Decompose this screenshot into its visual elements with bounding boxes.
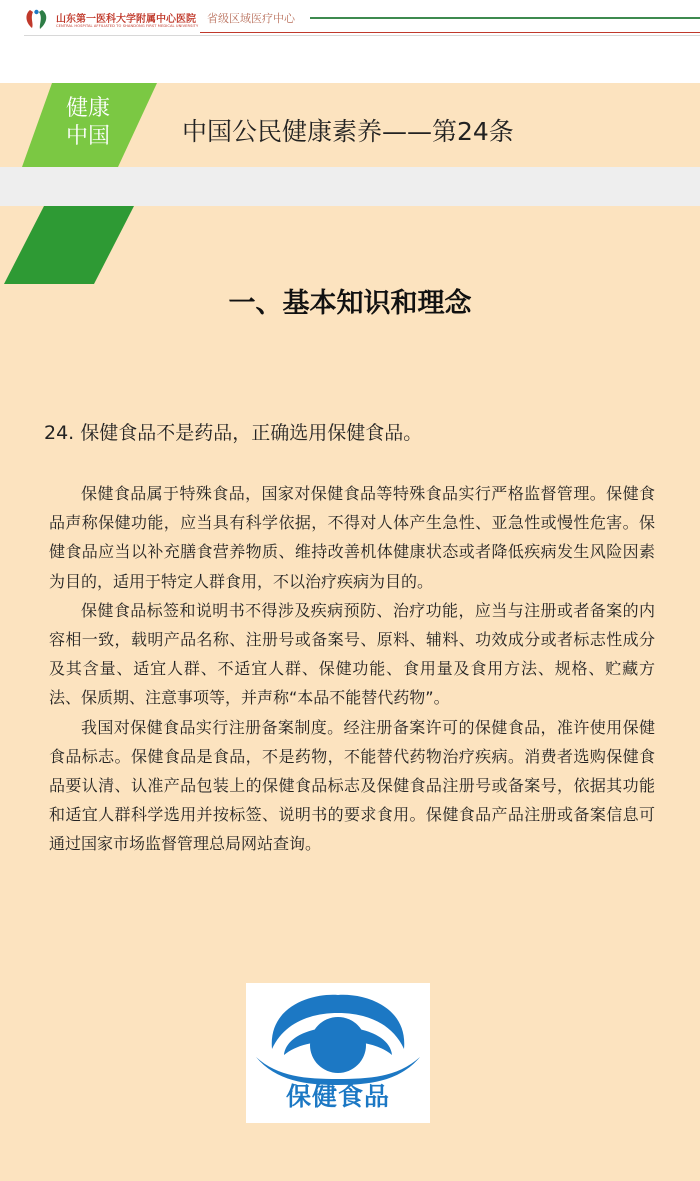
regional-center-label: 省级区域医疗中心	[207, 12, 295, 25]
paragraph: 我国对保健食品实行注册备案制度。经注册备案许可的保健食品，准许使用保健食品标志。保健食品是食品，不是药物，不能替代药物治疗疾病。消费者选购保健食品要认清、认准产品包装上的保健食品标志及保健食品注册号或备案号，依据其功能和适宜人群科学选用并按标签、说明书的要求食用。保健食品产品注册或备案信息可通过国家市场监督管理总局网站查询。	[49, 717, 655, 854]
header-divider-red	[200, 32, 700, 33]
paragraph: 保健食品属于特殊食品，国家对保健食品等特殊食品实行严格监督管理。保健食品声称保健功能，应当具有科学依据，不得对人体产生急性、亚急性或慢性危害。保健食品应当以补充膳食营养物质、维持改善机体健康状态或者降低疾病发生风险因素为目的，适用于特定人群食用，不以治疗疾病为目的。	[49, 484, 655, 591]
health-food-logo	[246, 983, 430, 1123]
tag-line-2: 中国	[65, 124, 110, 149]
header-divider-green	[310, 17, 700, 19]
hospital-name-en: CENTRAL HOSPITAL AFFILIATED TO SHANDONG FIRST MEDICAL UNIVERSITY	[56, 24, 199, 28]
hospital-logo-icon	[24, 8, 50, 32]
healthy-china-tag	[62, 95, 114, 151]
item-title: 24. 保健食品不是药品，正确选用保健食品。	[44, 422, 423, 444]
health-food-label: 保健食品	[285, 1082, 390, 1111]
tag-line-1: 健康	[65, 96, 110, 121]
paragraph: 保健食品标签和说明书不得涉及疾病预防、治疗功能，应当与注册或者备案的内容相一致，载明产品名称、注册号或备案号、原料、辅料、功效成分或者标志性成分及其含量、适宜人群、不适宜人群、保健功能、食用量及食用方法、规格、贮藏方法、保质期、注意事项等，并声称“本品不能替代药物”。	[49, 600, 655, 708]
header-divider-gray	[24, 35, 700, 36]
hospital-name: 山东第一医科大学附属中心医院	[56, 14, 196, 25]
article-body	[49, 479, 655, 859]
page-title: 中国公民健康素养——第24条	[182, 117, 514, 146]
divider-band	[0, 167, 700, 206]
header-bar	[0, 0, 700, 83]
green-decoration	[0, 206, 140, 286]
section-heading: 一、基本知识和理念	[228, 288, 472, 319]
